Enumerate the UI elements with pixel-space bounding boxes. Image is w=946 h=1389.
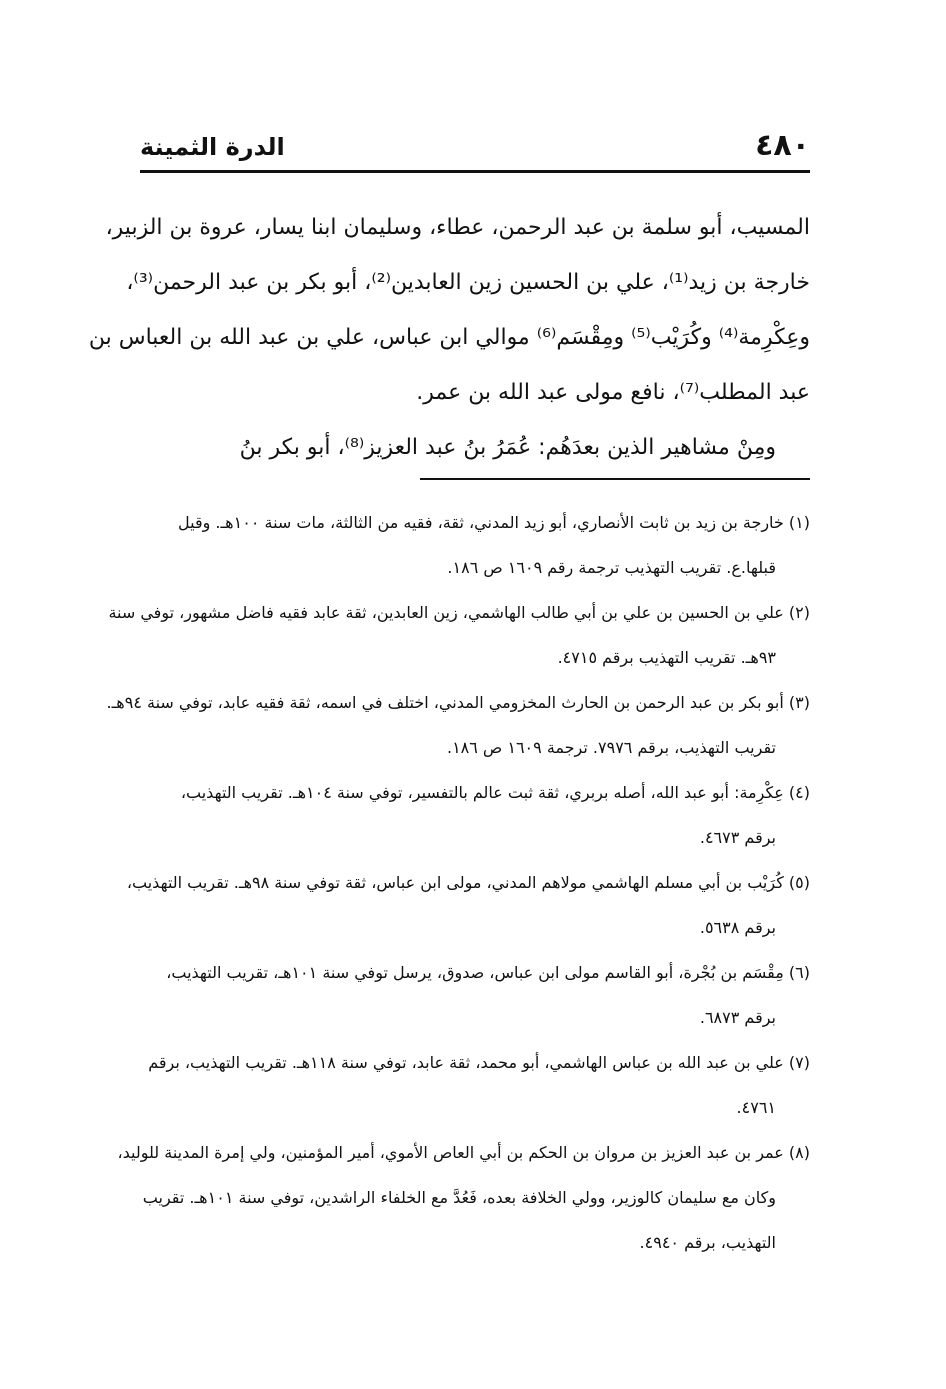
footnote [140,500,810,590]
footnote-line: (٧) علي بن عبد الله بن عباس الهاشمي، أبو محمد، ثقة عابد، توفي سنة ١١٨هـ. تقريب التهذيب، برقم [148,1053,810,1072]
footnote-line: التهذيب، برقم ٤٩٤٠. [639,1233,776,1252]
footnote [140,1040,810,1130]
footnote-line: ٤٧٦١. [736,1098,776,1117]
footnote-line: (٥) كُرَيْب بن أبي مسلم الهاشمي مولاهم المدني، مولى ابن عباس، ثقة توفي سنة ٩٨هـ. تقريب التهذيب، [126,873,810,892]
footnote-line: برقم ٤٦٧٣. [699,828,776,847]
footnote-line: (٣) أبو بكر بن عبد الرحمن بن الحارث المخزومي المدني، اختلف في اسمه، ثقة فقيه عابد، توفي سنة ٩٤هـ. [106,693,810,712]
footnote [126,860,810,950]
header-rule [140,170,810,173]
text-line: عبد المطلب⁽⁷⁾، نافع مولى عبد الله بن عمر. [416,380,810,405]
footnote [140,950,810,1040]
text-line: ومِنْ مشاهير الذين بعدَهُم: عُمَرُ بنُ عبد العزيز⁽⁸⁾، أبو بكر بنُ [239,435,776,460]
footnote-line: (٨) عمر بن عبد العزيز بن مروان بن الحكم بن أبي العاص الأموي، أمير المؤمنين، ولي إمرة المدينة للوليد، [117,1143,810,1162]
footnote [108,590,810,680]
page-header [140,128,810,168]
text-line: المسيب، أبو سلمة بن عبد الرحمن، عطاء، وسليمان ابنا يسار، عروة بن الزبير، [105,215,810,240]
footnote-line: (١) خارجة بن زيد بن ثابت الأنصاري، أبو زيد المدني، ثقة، فقيه من الثالثة، مات سنة ١٠٠هـ. وقيل [178,513,810,532]
page-number: ٤٨٠ [755,128,810,163]
footnote [140,770,810,860]
running-title: الدرة الثمينة [140,133,285,161]
main-text [88,200,810,475]
footnote-line: برقم ٥٦٣٨. [699,918,776,937]
footnote-line: تقريب التهذيب، برقم ٧٩٧٦. ترجمة ١٦٠٩ ص ١٨٦. [446,738,776,757]
footnote-line: (٢) علي بن الحسين بن علي بن أبي طالب الهاشمي، زين العابدين، ثقة عابد فقيه فاضل مشهور، توفي سنة [108,603,810,622]
text-line: خارجة بن زيد⁽¹⁾، علي بن الحسين زين العابدين⁽²⁾، أبو بكر بن عبد الرحمن⁽³⁾، [126,270,810,295]
footnotes [106,500,810,1265]
footnote-line: ٩٣هـ. تقريب التهذيب برقم ٤٧١٥. [557,648,776,667]
footnote-line: وكان مع سليمان كالوزير، وولي الخلافة بعده، فَعُدَّ مع الخلفاء الراشدين، توفي سنة ١٠١هـ. تقريب [142,1188,776,1207]
footnote-separator [420,478,810,480]
footnote-line: قبلها.ع. تقريب التهذيب ترجمة رقم ١٦٠٩ ص ١٨٦. [447,558,776,577]
footnote-line: (٤) عِكْرِمة: أبو عبد الله، أصله بربري، ثقة ثبت عالم بالتفسير، توفي سنة ١٠٤هـ. تقريب التهذيب، [180,783,810,802]
footnote [106,680,810,770]
text-line: وعِكْرِمة⁽⁴⁾ وكُرَيْب⁽⁵⁾ ومِقْسَم⁽⁶⁾ موالي ابن عباس، علي بن عبد الله بن العباس بن [88,325,810,350]
footnote-line: (٦) مِقْسَم بن بُجْرة، أبو القاسم مولى ابن عباس، صدوق، يرسل توفي سنة ١٠١هـ، تقريب التهذيب، [166,963,810,982]
footnote-line: برقم ٦٨٧٣. [699,1008,776,1027]
footnote [117,1130,810,1265]
